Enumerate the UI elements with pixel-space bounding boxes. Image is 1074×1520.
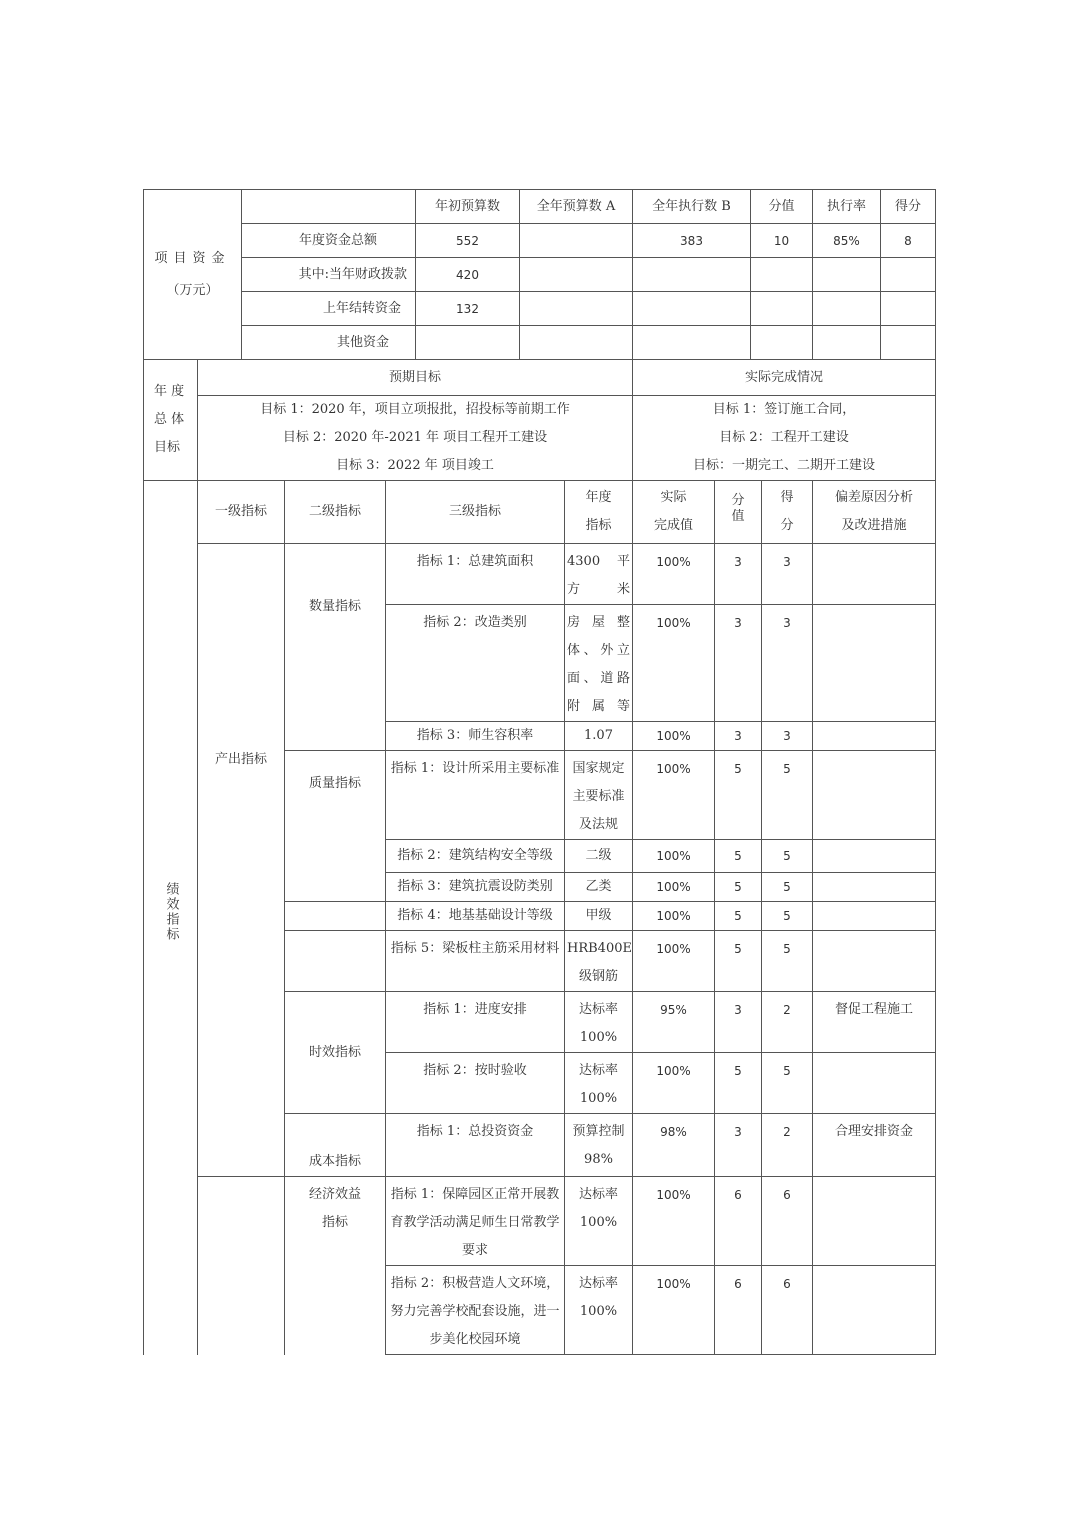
funds-row-initial: 552 bbox=[416, 224, 520, 258]
funds-unit: （万元） bbox=[166, 282, 219, 298]
indicator-reason bbox=[813, 751, 936, 840]
indicator-actual: 100% bbox=[633, 544, 715, 605]
indicator-actual: 100% bbox=[633, 605, 715, 722]
indicator-target: 房屋整体、外立面、道路附属等 bbox=[565, 605, 633, 722]
level2-quantity bbox=[285, 544, 386, 751]
level2-time-text: 时效指标 bbox=[308, 1044, 361, 1060]
indicator-name: 指标 1：总投资资金 bbox=[386, 1114, 565, 1177]
indicator-actual: 100% bbox=[633, 722, 715, 751]
indicator-name: 指标 2：积极营造人文环境，努力完善学校配套设施，进一步美化校园环境 bbox=[386, 1266, 565, 1355]
perf-label-cell bbox=[144, 481, 198, 1355]
header-reason-line: 及改进措施 bbox=[841, 518, 907, 533]
level2-cost bbox=[285, 1114, 386, 1177]
header-actual-line: 实际 bbox=[660, 490, 687, 505]
performance-table-sheet bbox=[143, 189, 935, 1347]
indicator-reason bbox=[813, 1053, 936, 1114]
goal-expected-item: 目标 3：2022 年 项目竣工 bbox=[198, 452, 633, 481]
header-annual bbox=[565, 481, 633, 544]
indicator-actual: 100% bbox=[633, 840, 715, 873]
level2-quality bbox=[285, 751, 386, 902]
indicator-score: 5 bbox=[762, 840, 813, 873]
header-weight bbox=[715, 481, 762, 544]
indicator-target: 达标率 100% bbox=[565, 1053, 633, 1114]
funds-row-weight bbox=[751, 258, 813, 292]
level2-quality-text: 质量指标 bbox=[308, 776, 361, 791]
goal-actual-item: 目标：一期完工、二期开工建设 bbox=[633, 452, 936, 481]
indicator-name: 指标 4：地基基础设计等级 bbox=[386, 902, 565, 931]
funds-row-name: 其中:当年财政拨款 bbox=[242, 258, 416, 292]
funds-header-score: 得分 bbox=[881, 190, 936, 224]
level2-economic-line: 指标 bbox=[321, 1215, 348, 1230]
funds-row-score bbox=[881, 292, 936, 326]
level2-blank bbox=[285, 902, 386, 931]
funds-label: 项目资金 bbox=[154, 250, 231, 266]
indicator-name: 指标 3：师生容积率 bbox=[386, 722, 565, 751]
funds-row-name: 年度资金总额 bbox=[242, 224, 416, 258]
header-actual-line: 完成值 bbox=[653, 518, 693, 533]
indicator-score: 5 bbox=[762, 902, 813, 931]
indicator-actual: 100% bbox=[633, 1266, 715, 1355]
indicator-reason bbox=[813, 873, 936, 902]
funds-row-initial: 132 bbox=[416, 292, 520, 326]
funds-row-budget-a bbox=[520, 326, 633, 360]
funds-row-rate bbox=[813, 326, 881, 360]
indicator-actual: 100% bbox=[633, 1053, 715, 1114]
goals-label-line: 总 体 bbox=[154, 412, 185, 427]
funds-row-name: 其他资金 bbox=[242, 326, 416, 360]
header-score-line: 得 bbox=[780, 490, 794, 505]
level2-blank bbox=[285, 931, 386, 992]
level1-output bbox=[198, 544, 285, 1177]
indicator-weight: 5 bbox=[715, 902, 762, 931]
funds-header-blank bbox=[242, 190, 416, 224]
indicator-target: 二级 bbox=[565, 840, 633, 873]
funds-table bbox=[143, 189, 936, 360]
indicator-name: 指标 1：设计所采用主要标准 bbox=[386, 751, 565, 840]
indicator-actual: 100% bbox=[633, 751, 715, 840]
header-actual bbox=[633, 481, 715, 544]
indicator-actual: 100% bbox=[633, 902, 715, 931]
indicator-score: 3 bbox=[762, 605, 813, 722]
indicator-target: 达标率 100% bbox=[565, 1266, 633, 1355]
funds-row-score bbox=[881, 326, 936, 360]
indicator-name: 指标 1：总建筑面积 bbox=[386, 544, 565, 605]
goals-expected-header: 预期目标 bbox=[198, 360, 633, 396]
indicator-weight: 3 bbox=[715, 1114, 762, 1177]
funds-row-rate bbox=[813, 258, 881, 292]
indicator-score: 5 bbox=[762, 873, 813, 902]
funds-row-exec-b: 383 bbox=[633, 224, 751, 258]
indicator-target: 达标率 100% bbox=[565, 1177, 633, 1266]
funds-row-score: 8 bbox=[881, 224, 936, 258]
indicator-score: 2 bbox=[762, 992, 813, 1053]
indicator-reason bbox=[813, 544, 936, 605]
goal-expected-item: 目标 2：2020 年-2021 年 项目工程开工建设 bbox=[198, 424, 633, 452]
indicator-weight: 5 bbox=[715, 751, 762, 840]
indicator-name: 指标 3：建筑抗震设防类别 bbox=[386, 873, 565, 902]
indicator-name: 指标 5：梁板柱主筋采用材料 bbox=[386, 931, 565, 992]
goals-label-line: 年 度 bbox=[154, 384, 185, 399]
indicator-reason bbox=[813, 1266, 936, 1355]
indicator-weight: 3 bbox=[715, 722, 762, 751]
indicator-target: 1.07 bbox=[565, 722, 633, 751]
level2-quantity-text: 数量指标 bbox=[308, 599, 361, 614]
indicator-target: 国家规定主要标准及法规 bbox=[565, 751, 633, 840]
indicator-weight: 5 bbox=[715, 931, 762, 992]
indicator-actual: 100% bbox=[633, 1177, 715, 1266]
header-annual-line: 指标 bbox=[585, 518, 612, 533]
indicator-score: 5 bbox=[762, 931, 813, 992]
perf-label: 绩效指标 bbox=[163, 882, 179, 943]
indicator-reason bbox=[813, 1177, 936, 1266]
funds-row-weight bbox=[751, 326, 813, 360]
goal-expected-item: 目标 1：2020 年，项目立项报批，招投标等前期工作 bbox=[198, 396, 633, 425]
indicator-weight: 3 bbox=[715, 605, 762, 722]
indicator-name: 指标 1：进度安排 bbox=[386, 992, 565, 1053]
funds-row-rate bbox=[813, 292, 881, 326]
indicator-score: 2 bbox=[762, 1114, 813, 1177]
indicator-reason: 督促工程施工 bbox=[813, 992, 936, 1053]
indicator-reason bbox=[813, 902, 936, 931]
level2-cost-text: 成本指标 bbox=[308, 1154, 361, 1169]
level2-economic bbox=[285, 1177, 386, 1355]
indicator-weight: 5 bbox=[715, 873, 762, 902]
indicator-reason bbox=[813, 931, 936, 992]
goals-actual-header: 实际完成情况 bbox=[633, 360, 936, 396]
funds-row-weight: 10 bbox=[751, 224, 813, 258]
header-level1: 一级指标 bbox=[198, 481, 285, 544]
indicator-name: 指标 2：建筑结构安全等级 bbox=[386, 840, 565, 873]
header-level2: 二级指标 bbox=[285, 481, 386, 544]
funds-row-rate: 85% bbox=[813, 224, 881, 258]
indicator-weight: 5 bbox=[715, 1053, 762, 1114]
indicator-score: 6 bbox=[762, 1266, 813, 1355]
indicator-reason bbox=[813, 840, 936, 873]
indicator-weight: 6 bbox=[715, 1266, 762, 1355]
funds-row-weight bbox=[751, 292, 813, 326]
indicator-weight: 3 bbox=[715, 544, 762, 605]
header-score bbox=[762, 481, 813, 544]
funds-row-initial bbox=[416, 326, 520, 360]
indicator-score: 5 bbox=[762, 751, 813, 840]
indicator-actual: 95% bbox=[633, 992, 715, 1053]
indicator-weight: 5 bbox=[715, 840, 762, 873]
funds-label-cell bbox=[144, 190, 242, 360]
indicator-name: 指标 2：改造类别 bbox=[386, 605, 565, 722]
indicators-table bbox=[143, 480, 936, 1355]
indicator-name: 指标 1：保障园区正常开展教育教学活动满足师生日常教学要求 bbox=[386, 1177, 565, 1266]
header-weight-text: 分值 bbox=[731, 493, 745, 524]
indicator-target: 乙类 bbox=[565, 873, 633, 902]
level2-time bbox=[285, 992, 386, 1114]
indicator-target: HRB400E 级钢筋 bbox=[565, 931, 633, 992]
indicator-target: 4300 平 方米 bbox=[565, 544, 633, 605]
funds-header-exec-b: 全年执行数 B bbox=[633, 190, 751, 224]
funds-row-exec-b bbox=[633, 292, 751, 326]
goals-label-cell bbox=[144, 360, 198, 481]
goal-actual-item: 目标 2：工程开工建设 bbox=[633, 424, 936, 452]
funds-header-weight: 分值 bbox=[751, 190, 813, 224]
goals-label-line: 目标 bbox=[154, 440, 181, 455]
header-reason bbox=[813, 481, 936, 544]
indicator-target: 预算控制 98% bbox=[565, 1114, 633, 1177]
indicator-score: 5 bbox=[762, 1053, 813, 1114]
indicator-name: 指标 2：按时验收 bbox=[386, 1053, 565, 1114]
header-level3: 三级指标 bbox=[386, 481, 565, 544]
indicator-reason bbox=[813, 722, 936, 751]
funds-row-budget-a bbox=[520, 258, 633, 292]
indicator-score: 3 bbox=[762, 544, 813, 605]
indicator-actual: 100% bbox=[633, 931, 715, 992]
indicator-target: 达标率 100% bbox=[565, 992, 633, 1053]
goal-actual-item: 目标 1：签订施工合同， bbox=[633, 396, 936, 425]
funds-row-name: 上年结转资金 bbox=[242, 292, 416, 326]
indicator-actual: 100% bbox=[633, 873, 715, 902]
level1-blank bbox=[198, 1177, 285, 1355]
indicator-target: 甲级 bbox=[565, 902, 633, 931]
indicator-score: 6 bbox=[762, 1177, 813, 1266]
indicator-reason: 合理安排资金 bbox=[813, 1114, 936, 1177]
funds-row-score bbox=[881, 258, 936, 292]
funds-row-exec-b bbox=[633, 326, 751, 360]
funds-header-rate: 执行率 bbox=[813, 190, 881, 224]
indicator-reason bbox=[813, 605, 936, 722]
level2-economic-line: 经济效益 bbox=[308, 1187, 361, 1202]
level1-output-text: 产出指标 bbox=[214, 752, 267, 767]
indicator-weight: 3 bbox=[715, 992, 762, 1053]
indicator-weight: 6 bbox=[715, 1177, 762, 1266]
funds-header-initial: 年初预算数 bbox=[416, 190, 520, 224]
header-annual-line: 年度 bbox=[585, 490, 612, 505]
indicator-actual: 98% bbox=[633, 1114, 715, 1177]
header-score-line: 分 bbox=[780, 518, 794, 533]
header-reason-line: 偏差原因分析 bbox=[834, 490, 913, 505]
indicator-score: 3 bbox=[762, 722, 813, 751]
funds-row-exec-b bbox=[633, 258, 751, 292]
funds-row-initial: 420 bbox=[416, 258, 520, 292]
funds-header-budget-a: 全年预算数 A bbox=[520, 190, 633, 224]
funds-row-budget-a bbox=[520, 292, 633, 326]
funds-row-budget-a bbox=[520, 224, 633, 258]
goals-table bbox=[143, 359, 936, 481]
